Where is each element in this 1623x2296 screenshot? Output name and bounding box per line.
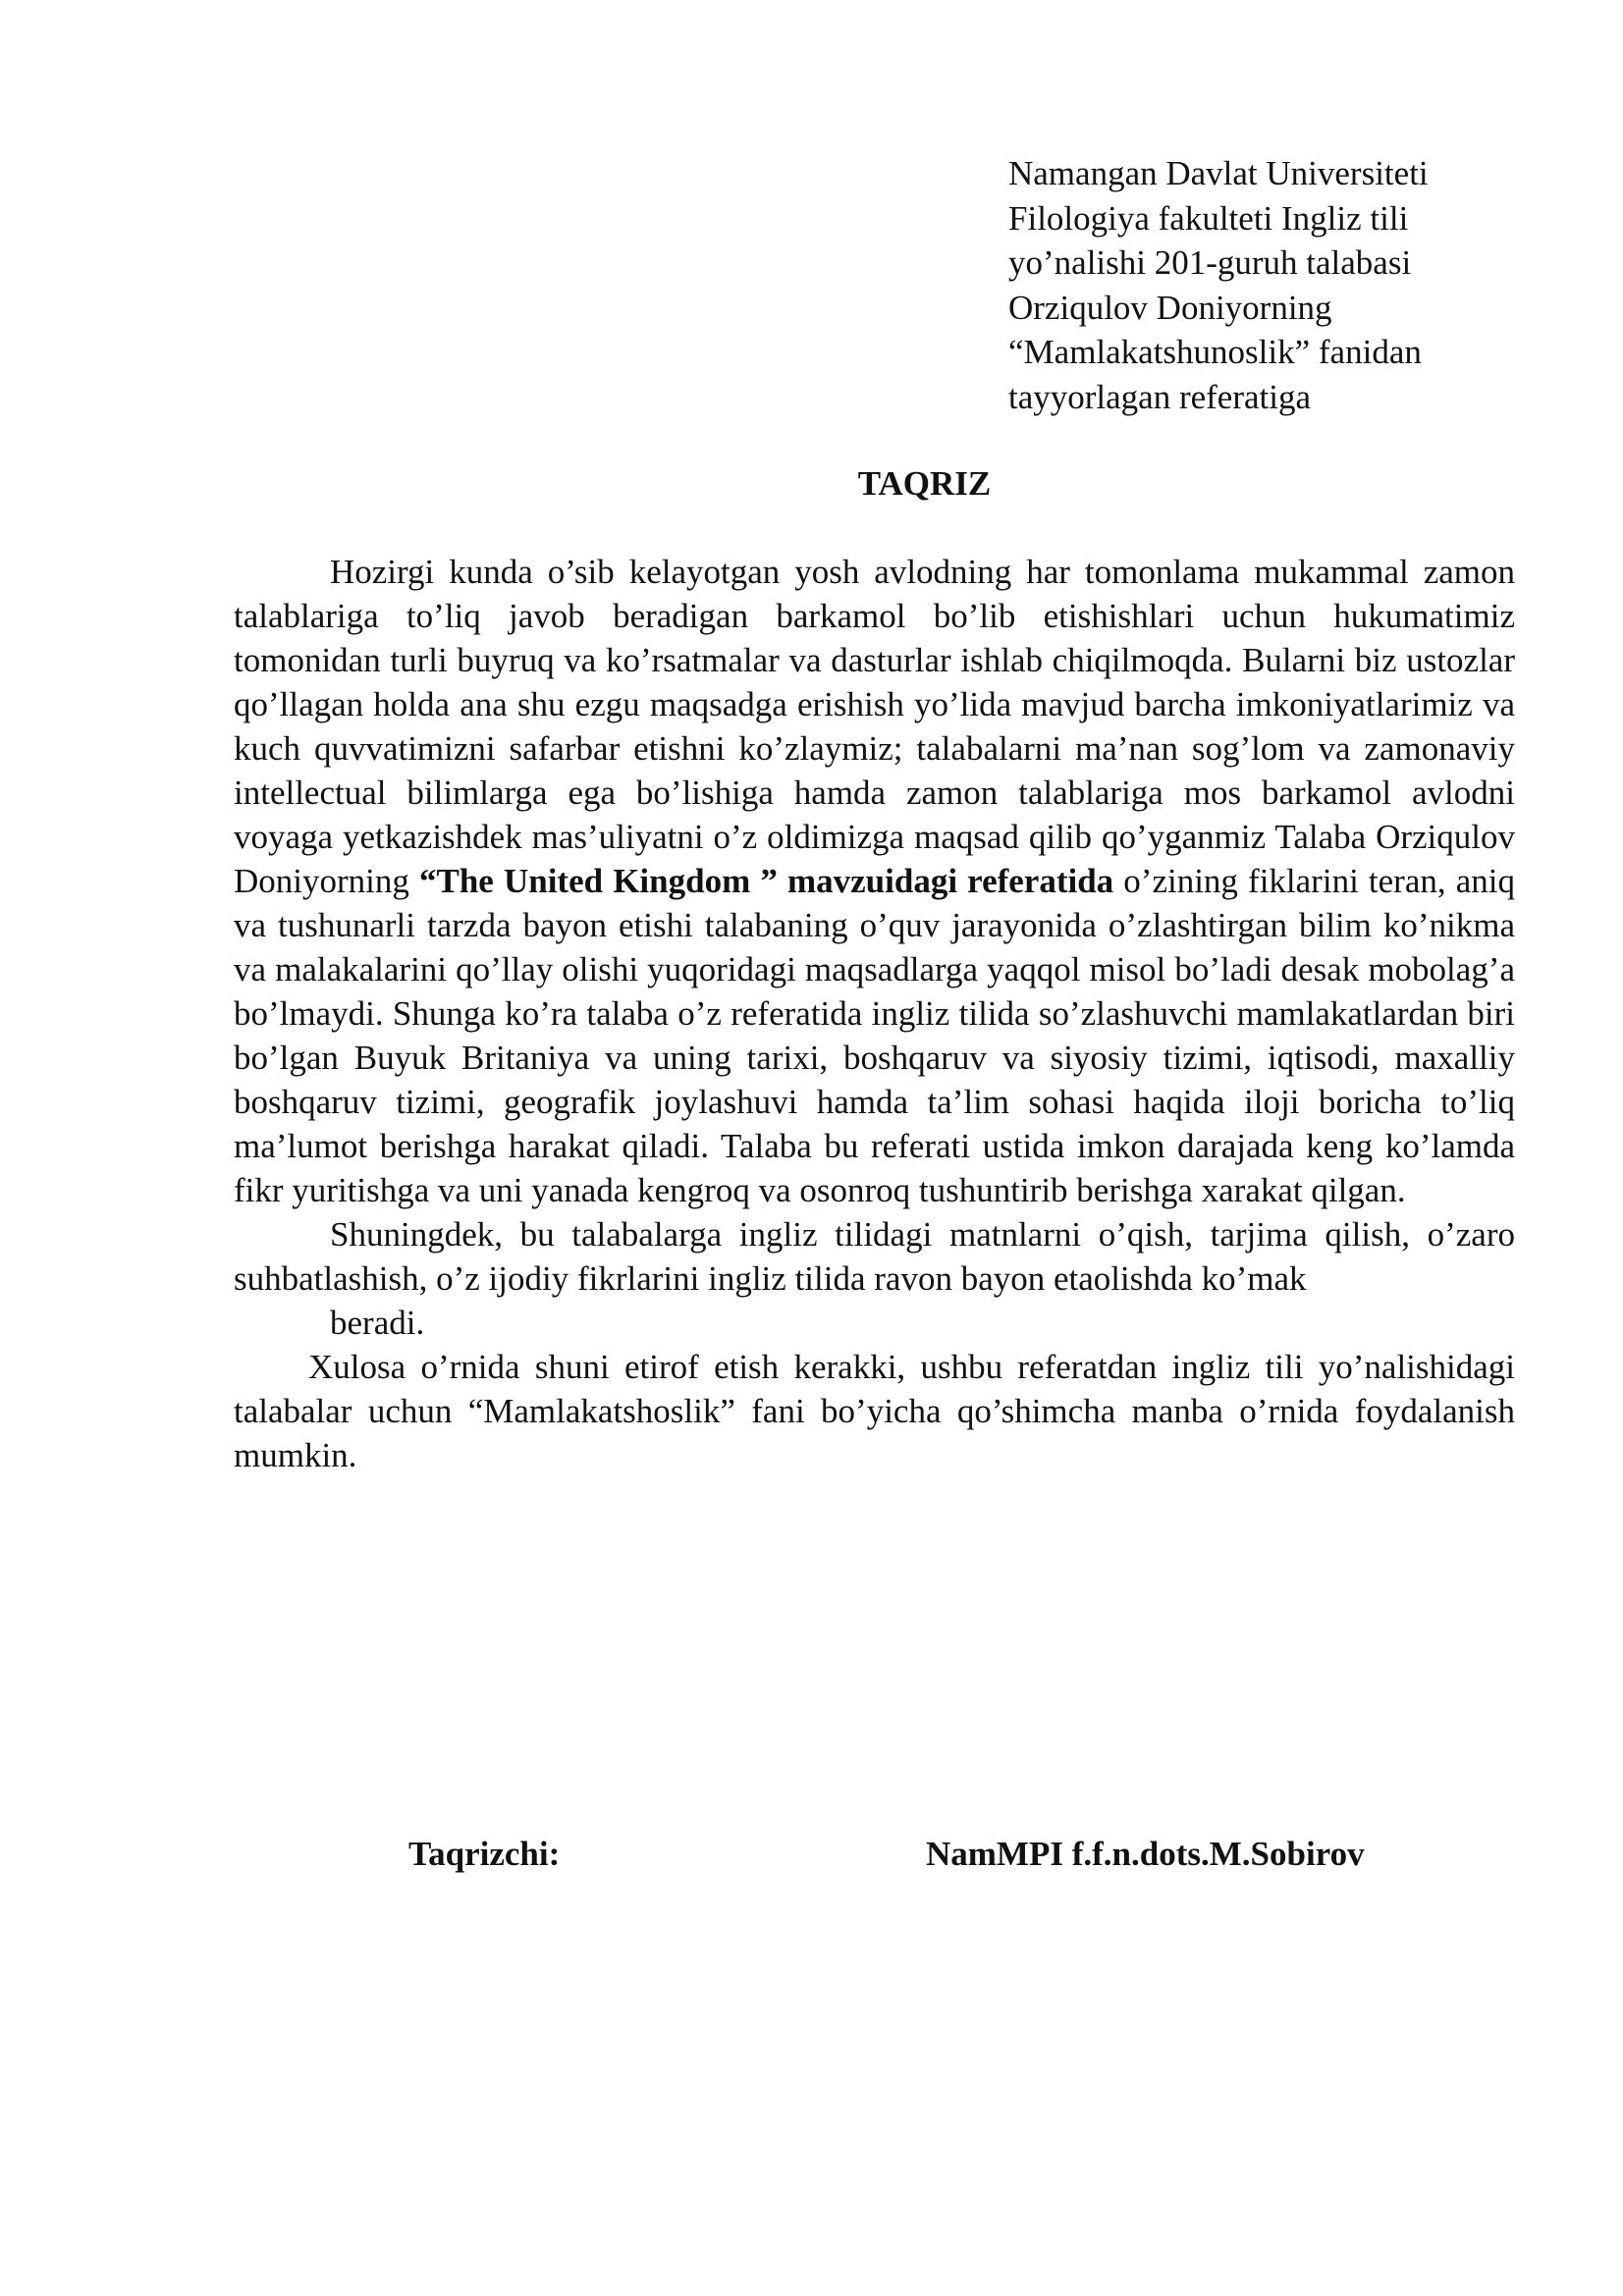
paragraph-1 [234,550,1515,1212]
addressee-line: “Mamlakatshunoslik” fanidan [1008,333,1422,371]
paragraph-2 [234,1212,1515,1345]
paragraph-1-text-end: o’zining fiklarini teran, aniq va tushunarli tarzda bayon etishi talabaning o’quv jarayonida o’zlashtirgan bilim ko’nikma va malakalarini qo’llay olishi yuqoridagi maqsadlarga yaqqol misol bo’ladi desak mobolag’a bo’lmaydi. Shunga ko’ra talaba o’z referatida ingliz tilida so’zlashuvchi mamlakatlardan biri bo’lgan Buyuk Britaniya va uning tarixi, boshqaruv va siyosiy tizimi, iqtisodi, maxalliy boshqaruv tizimi, geografik joylashuvi hamda ta’lim sohasi haqida iloji boricha to’liq ma’lumot berishga harakat qiladi. Talaba bu referati ustida imkon darajada keng ko’lamda fikr yuritishga va uni yanada kengroq va osonroq tushuntirib berishga xarakat qilgan. [234,862,1515,1209]
paragraph-2-text: Shuningdek, bu talabalarga ingliz tilidagi matnlarni o’qish, tarjima qilish, o’zaro suhbatlashish, o’z ijodiy fikrlarini ingliz tilida ravon bayon etaolishda ko’mak [234,1215,1515,1298]
review-body [234,550,1515,1477]
paragraph-2-tail: beradi. [330,1304,425,1342]
paragraph-3-text: Xulosa o’rnida shuni etirof etish kerakki, ushbu referatdan ingliz tili yo’nalishidagi talabalar uchun “Mamlakatshoslik” fani bo’yicha qo’shimcha manba o’rnida foydalanish mumkin. [234,1348,1515,1474]
document-title: TAQRIZ [857,464,992,503]
addressee-block [1008,151,1519,419]
addressee-line: Namangan Davlat Universiteti [1008,154,1429,192]
reviewer-label: Taqrizchi: [408,1835,561,1873]
paragraph-1-topic-bold: “The United Kingdom ” mavzuidagi referatida [419,862,1114,900]
addressee-line: tayyorlagan referatiga [1008,377,1312,416]
addressee-line: Orziqulov Doniyorning [1008,288,1332,327]
addressee-line: Filologiya fakulteti Ingliz tili [1008,198,1409,238]
reviewer-name: NamMPI f.f.n.dots.M.Sobirov [926,1835,1365,1873]
paragraph-3 [234,1345,1515,1477]
paragraph-1-text-start: Hozirgi kunda o’sib kelayotgan yosh avlodning har tomonlama mukammal zamon talablariga to’liq javob beradigan barkamol bo’lib etishishlari uchun hukumatimiz tomonidan turli buyruq va ko’rsatmalar va dasturlar ishlab chiqilmoqda. Bularni biz ustozlar qo’llagan holda ana shu ezgu maqsadga erishish yo’lida mavjud barcha imkoniyatlarimiz va kuch quvvatimizni safarbar etishni ko’zlaymiz; talabalarni ma’nan sog’lom va zamonaviy intellectual bilimlarga ega bo’lishiga hamda zamon talablariga mos barkamol avlodni voyaga yetkazishdek mas’uliyatni o’z oldimizga maqsad qilib qo’yganmiz Talaba Orziqulov Doniyorning [234,553,1515,900]
addressee-line: yo’nalishi 201-guruh talabasi [1008,243,1412,282]
